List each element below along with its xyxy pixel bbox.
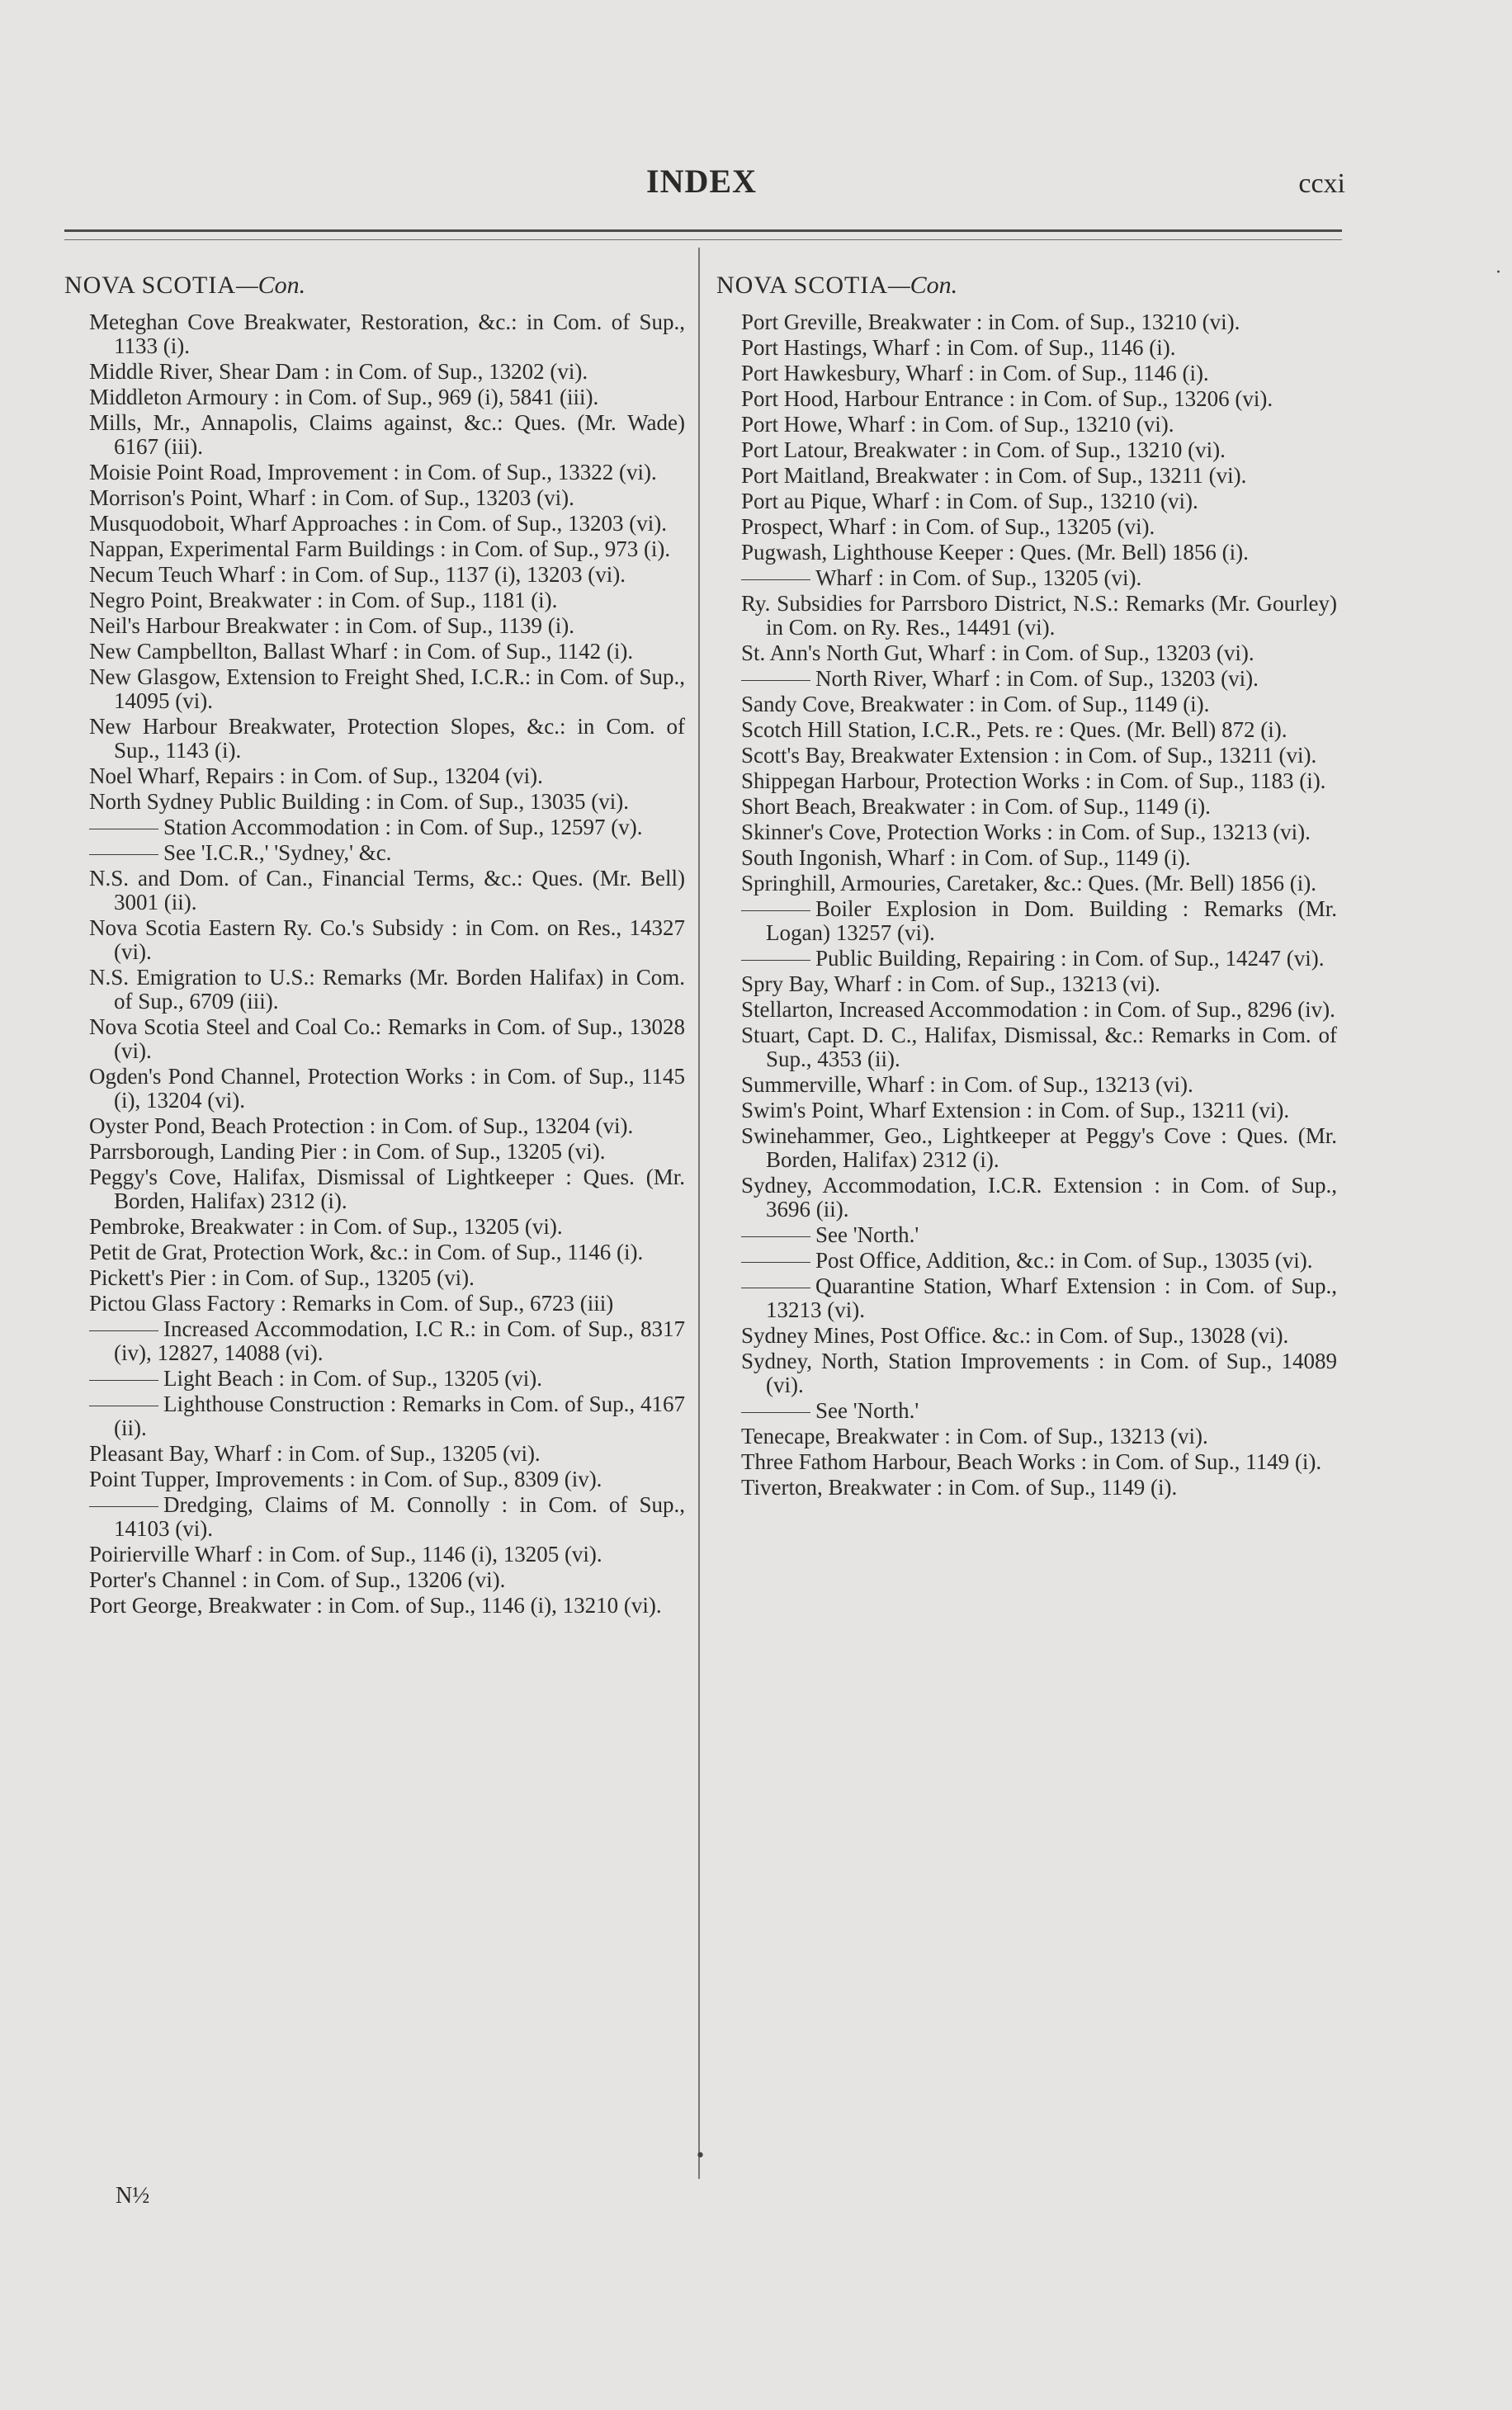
entry-text: New Campbellton, Ballast Wharf : in Com. of Sup., 1142 (i). <box>89 639 634 664</box>
entry-text: Shippegan Harbour, Protection Works : in Com. of Sup., 1183 (i). <box>741 768 1326 793</box>
entry-text: Prospect, Wharf : in Com. of Sup., 13205 (vi). <box>741 514 1155 539</box>
entry-text: Station Accommodation : in Com. of Sup., 12597 (v). <box>163 815 643 839</box>
index-entry <box>716 1099 1337 1122</box>
index-entry <box>716 718 1337 742</box>
entry-text: Boiler Explosion in Dom. Building : Remarks (Mr. Logan) 13257 (vi). <box>766 896 1337 945</box>
index-entry <box>716 1450 1337 1474</box>
ditto-dash <box>741 1412 810 1413</box>
ditto-dash <box>741 910 810 911</box>
right-entries <box>716 310 1337 1500</box>
entry-text: Sandy Cove, Breakwater : in Com. of Sup., 1149 (i). <box>741 692 1210 716</box>
entry-text: Mills, Mr., Annapolis, Claims against, &c.: Ques. (Mr. Wade) 6167 (iii). <box>89 410 685 459</box>
index-entry <box>64 1367 685 1391</box>
index-entry <box>716 641 1337 665</box>
entry-text: Petit de Grat, Protection Work, &c.: in Com. of Sup., 1146 (i). <box>89 1240 644 1264</box>
signature-mark: N½ <box>116 2183 150 2209</box>
entry-text: Pictou Glass Factory : Remarks in Com. of Sup., 6723 (iii) <box>89 1291 614 1316</box>
index-entry <box>716 362 1337 385</box>
entry-text: Pickett's Pier : in Com. of Sup., 13205 (vi). <box>89 1265 475 1290</box>
index-entry <box>64 512 685 536</box>
index-entry <box>64 385 685 409</box>
entry-text: Wharf : in Com. of Sup., 13205 (vi). <box>815 565 1142 590</box>
entry-text: Middleton Armoury : in Com. of Sup., 969 (i), 5841 (iii). <box>89 385 599 409</box>
entry-text: Swim's Point, Wharf Extension : in Com. of Sup., 13211 (vi). <box>741 1098 1290 1122</box>
entry-text: Scott's Bay, Breakwater Extension : in Com. of Sup., 13211 (vi). <box>741 743 1317 768</box>
index-entry <box>716 872 1337 895</box>
entry-text: Port Hawkesbury, Wharf : in Com. of Sup., 1146 (i). <box>741 361 1209 385</box>
index-entry <box>716 1249 1337 1273</box>
entry-text: Lighthouse Construction : Remarks in Com. of Sup., 4167 (ii). <box>114 1392 685 1440</box>
ditto-dash <box>89 1330 158 1331</box>
index-entry <box>716 566 1337 590</box>
index-entry <box>64 1114 685 1138</box>
entry-text: New Glasgow, Extension to Freight Shed, I.C.R.: in Com. of Sup., 14095 (vi). <box>89 664 685 713</box>
header-rule-thin <box>64 239 1342 240</box>
entry-text: Neil's Harbour Breakwater : in Com. of Sup., 1139 (i). <box>89 613 575 638</box>
left-section-title: NOVA SCOTIA <box>64 272 236 299</box>
entry-text: Point Tupper, Improvements : in Com. of Sup., 8309 (iv). <box>89 1467 602 1491</box>
entry-text: Pugwash, Lighthouse Keeper : Ques. (Mr. Bell) 1856 (i). <box>741 540 1249 565</box>
index-entry <box>64 1467 685 1491</box>
ditto-dash <box>89 1506 158 1507</box>
entry-text: See 'North.' <box>815 1222 919 1247</box>
entry-text: Ogden's Pond Channel, Protection Works : in Com. of Sup., 1145 (i), 13204 (vi). <box>89 1064 685 1113</box>
right-column <box>716 269 1337 1501</box>
index-entry <box>716 692 1337 716</box>
left-section-suffix: —Con. <box>235 272 306 299</box>
index-entry <box>64 665 685 713</box>
entry-text: Dredging, Claims of M. Connolly : in Com. of Sup., 14103 (vi). <box>114 1492 685 1541</box>
index-entry <box>716 1023 1337 1071</box>
entry-text: Tiverton, Breakwater : in Com. of Sup., 1149 (i). <box>741 1475 1178 1500</box>
entry-text: Sydney, Accommodation, I.C.R. Extension : in Com. of Sup., 3696 (ii). <box>741 1173 1337 1222</box>
index-entry <box>716 1324 1337 1348</box>
index-entry <box>64 916 685 964</box>
index-entry <box>716 947 1337 971</box>
entry-text: South Ingonish, Wharf : in Com. of Sup., 1149 (i). <box>741 845 1191 870</box>
entry-text: Pleasant Bay, Wharf : in Com. of Sup., 13205 (vi). <box>89 1441 541 1466</box>
index-entry <box>64 1015 685 1063</box>
right-section-title: NOVA SCOTIA <box>716 272 888 299</box>
index-entry <box>716 667 1337 691</box>
entry-text: N.S. Emigration to U.S.: Remarks (Mr. Borden Halifax) in Com. of Sup., 6709 (iii). <box>89 965 685 1014</box>
page-number: ccxi <box>1298 168 1345 199</box>
index-entry <box>716 820 1337 844</box>
entry-text: Port Hood, Harbour Entrance : in Com. of Sup., 13206 (vi). <box>741 386 1273 411</box>
right-section-suffix: —Con. <box>887 272 958 299</box>
entry-text: Porter's Channel : in Com. of Sup., 13206 (vi). <box>89 1567 506 1592</box>
entry-text: North River, Wharf : in Com. of Sup., 13203 (vi). <box>815 666 1259 691</box>
index-entry <box>64 790 685 814</box>
ditto-dash <box>741 960 810 961</box>
index-entry <box>716 515 1337 539</box>
entry-text: Peggy's Cove, Halifax, Dismissal of Lightkeeper : Ques. (Mr. Borden, Halifax) 2312 (i). <box>89 1165 685 1213</box>
entry-text: Middle River, Shear Dam : in Com. of Sup., 13202 (vi). <box>89 359 588 384</box>
entry-text: Sydney, North, Station Improvements : in Com. of Sup., 14089 (vi). <box>741 1349 1337 1397</box>
left-section-heading <box>64 269 685 302</box>
index-entry <box>64 1493 685 1541</box>
index-entry <box>64 1594 685 1618</box>
index-entry <box>716 387 1337 411</box>
entry-text: Port Maitland, Breakwater : in Com. of Sup., 13211 (vi). <box>741 463 1247 488</box>
index-entry <box>716 541 1337 565</box>
index-entry <box>64 1292 685 1316</box>
index-entry <box>64 563 685 587</box>
entry-text: Stuart, Capt. D. C., Halifax, Dismissal, &c.: Remarks in Com. of Sup., 4353 (ii). <box>741 1023 1337 1071</box>
left-column <box>64 269 685 1619</box>
entry-text: Nappan, Experimental Farm Buildings : in Com. of Sup., 973 (i). <box>89 536 671 561</box>
index-entry <box>64 1317 685 1365</box>
entry-text: Light Beach : in Com. of Sup., 13205 (vi). <box>163 1366 542 1391</box>
entry-text: Poirierville Wharf : in Com. of Sup., 1146 (i), 13205 (vi). <box>89 1542 602 1566</box>
entry-text: Moisie Point Road, Improvement : in Com. of Sup., 13322 (vi). <box>89 460 657 484</box>
entry-text: Port Greville, Breakwater : in Com. of Sup., 13210 (vi). <box>741 310 1240 334</box>
index-entry <box>64 1240 685 1264</box>
index-entry <box>64 310 685 358</box>
index-entry <box>716 413 1337 437</box>
entry-text: Stellarton, Increased Accommodation : in Com. of Sup., 8296 (iv). <box>741 997 1335 1022</box>
entry-text: North Sydney Public Building : in Com. of Sup., 13035 (vi). <box>89 789 630 814</box>
index-entry <box>716 1425 1337 1448</box>
entry-text: Port George, Breakwater : in Com. of Sup., 1146 (i), 13210 (vi). <box>89 1593 662 1618</box>
entry-text: See 'North.' <box>815 1398 919 1423</box>
index-entry <box>64 588 685 612</box>
left-entries <box>64 310 685 1618</box>
entry-text: New Harbour Breakwater, Protection Slopes, &c.: in Com. of Sup., 1143 (i). <box>89 714 685 763</box>
index-entry <box>716 1073 1337 1097</box>
index-entry <box>716 1274 1337 1322</box>
index-entry <box>716 769 1337 793</box>
entry-text: Ry. Subsidies for Parrsboro District, N.S.: Remarks (Mr. Gourley) in Com. on Ry. Res., 14491 (vi). <box>741 591 1337 640</box>
entry-text: Morrison's Point, Wharf : in Com. of Sup., 13203 (vi). <box>89 485 574 510</box>
entry-text: Musquodoboit, Wharf Approaches : in Com. of Sup., 13203 (vi). <box>89 511 667 536</box>
entry-text: Skinner's Cove, Protection Works : in Com. of Sup., 13213 (vi). <box>741 820 1311 844</box>
entry-text: N.S. and Dom. of Can., Financial Terms, &c.: Ques. (Mr. Bell) 3001 (ii). <box>89 866 685 914</box>
entry-text: Tenecape, Breakwater : in Com. of Sup., 13213 (vi). <box>741 1424 1208 1448</box>
column-divider <box>698 248 700 2179</box>
index-entry <box>716 846 1337 870</box>
entry-text: Scotch Hill Station, I.C.R., Pets. re : Ques. (Mr. Bell) 872 (i). <box>741 717 1288 742</box>
index-entry <box>64 360 685 384</box>
entry-text: Summerville, Wharf : in Com. of Sup., 13213 (vi). <box>741 1072 1193 1097</box>
index-entry <box>716 1399 1337 1423</box>
entry-text: Port Latour, Breakwater : in Com. of Sup., 13210 (vi). <box>741 437 1226 462</box>
entry-text: Short Beach, Breakwater : in Com. of Sup., 1149 (i). <box>741 794 1211 819</box>
index-entry <box>64 867 685 914</box>
entry-text: Swinehammer, Geo., Lightkeeper at Peggy's Cove : Ques. (Mr. Borden, Halifax) 2312 (i). <box>741 1123 1337 1172</box>
index-entry <box>716 464 1337 488</box>
index-entry <box>64 1392 685 1440</box>
index-entry <box>64 1568 685 1592</box>
index-entry <box>716 489 1337 513</box>
index-entry <box>64 461 685 484</box>
entry-text: Noel Wharf, Repairs : in Com. of Sup., 13204 (vi). <box>89 763 543 788</box>
index-entry <box>716 972 1337 996</box>
index-entry <box>64 966 685 1014</box>
entry-text: Spry Bay, Wharf : in Com. of Sup., 13213 (vi). <box>741 971 1160 996</box>
index-entry <box>716 438 1337 462</box>
ditto-dash <box>741 1236 810 1237</box>
ditto-dash <box>741 680 810 681</box>
ditto-dash <box>89 854 158 855</box>
index-entry <box>64 1442 685 1466</box>
index-entry <box>64 841 685 865</box>
margin-speck: · <box>1495 262 1501 283</box>
index-entry <box>716 744 1337 768</box>
index-entry <box>64 1266 685 1290</box>
entry-text: Sydney Mines, Post Office. &c.: in Com. of Sup., 13028 (vi). <box>741 1323 1289 1348</box>
index-entry <box>716 795 1337 819</box>
ditto-dash <box>89 1380 158 1381</box>
entry-text: Post Office, Addition, &c.: in Com. of Sup., 13035 (vi). <box>815 1248 1313 1273</box>
index-entry <box>64 1543 685 1566</box>
index-entry <box>64 1140 685 1164</box>
index-entry <box>64 486 685 510</box>
entry-text: Port au Pique, Wharf : in Com. of Sup., 13210 (vi). <box>741 489 1198 513</box>
entry-text: Springhill, Armouries, Caretaker, &c.: Ques. (Mr. Bell) 1856 (i). <box>741 871 1317 895</box>
index-entry <box>64 764 685 788</box>
index-entry <box>64 1165 685 1213</box>
entry-text: Public Building, Repairing : in Com. of Sup., 14247 (vi). <box>815 946 1325 971</box>
index-entry <box>716 310 1337 334</box>
entry-text: Nova Scotia Steel and Coal Co.: Remarks in Com. of Sup., 13028 (vi). <box>89 1014 685 1063</box>
entry-text: Pembroke, Breakwater : in Com. of Sup., 13205 (vi). <box>89 1214 563 1239</box>
index-entry <box>716 1349 1337 1397</box>
index-entry <box>716 1174 1337 1222</box>
header-rule-thick <box>64 229 1342 232</box>
index-entry <box>716 1223 1337 1247</box>
entry-text: Oyster Pond, Beach Protection : in Com. of Sup., 13204 (vi). <box>89 1113 634 1138</box>
index-entry <box>716 1476 1337 1500</box>
index-entry <box>64 1065 685 1113</box>
index-entry <box>716 592 1337 640</box>
index-entry <box>64 614 685 638</box>
index-entry <box>64 640 685 664</box>
index-entry <box>64 411 685 459</box>
entry-text: Increased Accommodation, I.C R.: in Com. of Sup., 8317 (iv), 12827, 14088 (vi). <box>114 1316 685 1365</box>
entry-text: Negro Point, Breakwater : in Com. of Sup., 1181 (i). <box>89 588 558 612</box>
entry-text: See 'I.C.R.,' 'Sydney,' &c. <box>163 840 392 865</box>
right-section-heading <box>716 269 1337 302</box>
margin-bullet: • <box>695 2146 706 2167</box>
entry-text: Three Fathom Harbour, Beach Works : in Com. of Sup., 1149 (i). <box>741 1449 1322 1474</box>
index-entry <box>716 1124 1337 1172</box>
index-entry <box>64 815 685 839</box>
entry-text: Parrsborough, Landing Pier : in Com. of Sup., 13205 (vi). <box>89 1139 606 1164</box>
entry-text: Port Hastings, Wharf : in Com. of Sup., 1146 (i). <box>741 335 1176 360</box>
entry-text: Necum Teuch Wharf : in Com. of Sup., 1137 (i), 13203 (vi). <box>89 562 626 587</box>
index-entry <box>64 537 685 561</box>
entry-text: Quarantine Station, Wharf Extension : in Com. of Sup., 13213 (vi). <box>766 1274 1337 1322</box>
entry-text: Meteghan Cove Breakwater, Restoration, &c.: in Com. of Sup., 1133 (i). <box>89 310 685 358</box>
index-entry <box>716 336 1337 360</box>
page-title: INDEX <box>646 163 757 200</box>
entry-text: St. Ann's North Gut, Wharf : in Com. of Sup., 13203 (vi). <box>741 640 1254 665</box>
index-entry <box>64 715 685 763</box>
index-entry <box>64 1215 685 1239</box>
index-entry <box>716 897 1337 945</box>
ditto-dash <box>741 579 810 580</box>
entry-text: Port Howe, Wharf : in Com. of Sup., 13210 (vi). <box>741 412 1174 437</box>
ditto-dash <box>741 1262 810 1263</box>
index-entry <box>716 998 1337 1022</box>
entry-text: Nova Scotia Eastern Ry. Co.'s Subsidy : in Com. on Res., 14327 (vi). <box>89 915 685 964</box>
